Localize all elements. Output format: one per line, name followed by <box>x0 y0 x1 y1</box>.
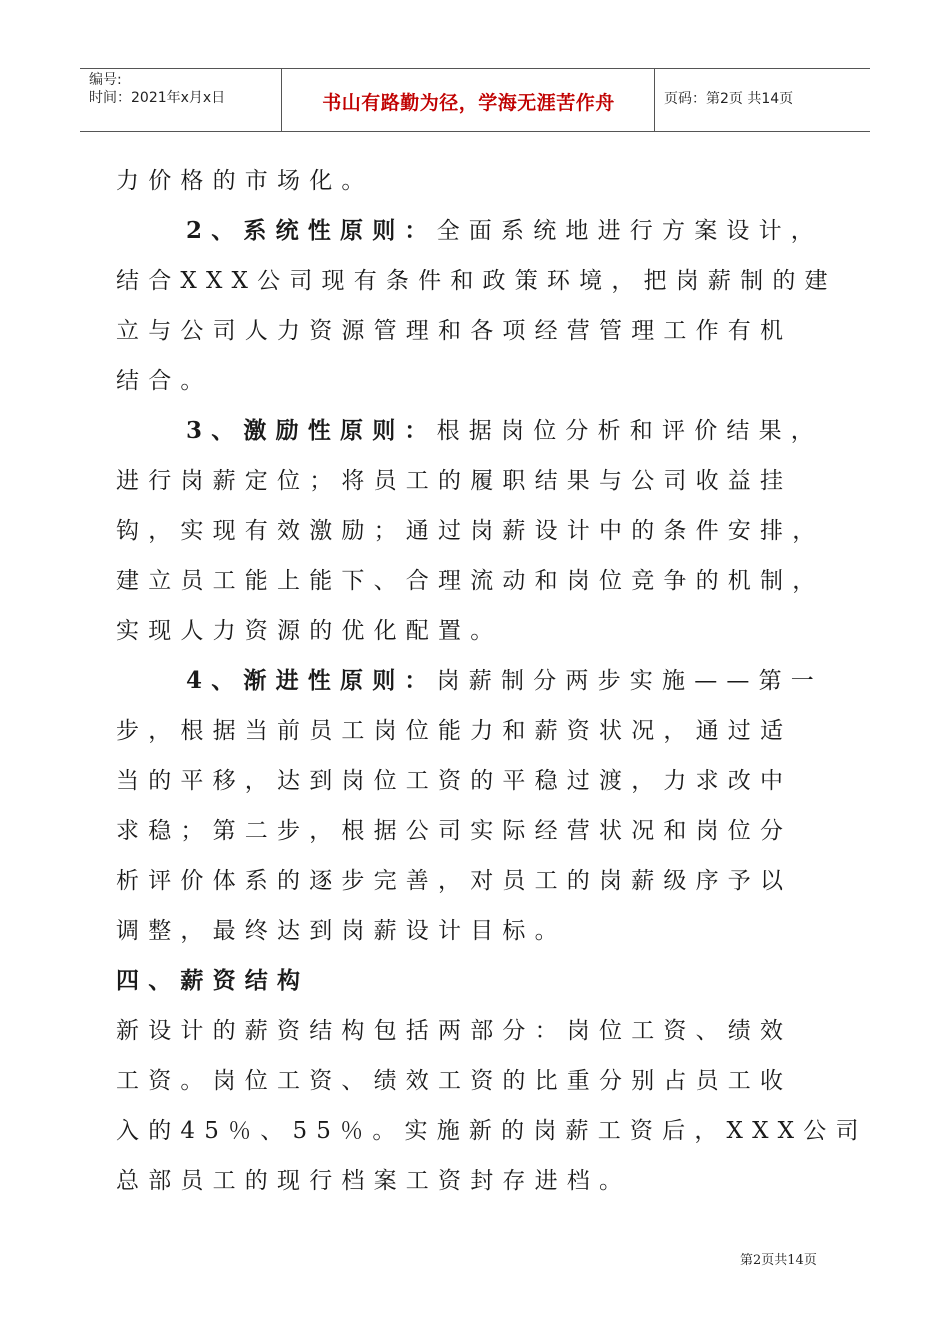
principle-heading: 4、渐进性原则： <box>186 667 437 694</box>
body-text: 全面系统地进行方案设计， <box>436 218 824 244</box>
body-line: 求稳；第二步，根据公司实际经营状况和岗位分 <box>116 818 793 844</box>
document-number-label: 编号: <box>89 72 122 88</box>
header-page-cell <box>655 69 870 131</box>
footer-page-number: 第2页共14页 <box>740 1253 817 1268</box>
body-line: 入的45％、55％。实施新的岗薪工资后，XXX公司 <box>116 1118 868 1144</box>
body-line: 新设计的薪资结构包括两部分：岗位工资、绩效 <box>116 1018 793 1044</box>
header-table <box>80 68 870 132</box>
body-text: 岗薪制分两步实施——第一 <box>436 668 824 694</box>
body-line <box>186 416 823 446</box>
body-text: 根据岗位分析和评价结果， <box>436 418 824 444</box>
document-time-label: 时间：2021年x月x日 <box>89 90 226 106</box>
header-motto-cell <box>282 69 655 131</box>
body-line: 总部员工的现行档案工资封存进档。 <box>116 1168 632 1194</box>
header-motto: 书山有路勤为径，学海无涯苦作舟 <box>322 92 615 114</box>
body-line: 钩，实现有效激励；通过岗薪设计中的条件安排， <box>116 518 825 544</box>
principle-heading: 3、激励性原则： <box>186 417 437 444</box>
header-page-number: 页码：第2页 共14页 <box>664 91 794 107</box>
body-line: 调整，最终达到岗薪设计目标。 <box>116 918 567 944</box>
body-line: 实现人力资源的优化配置。 <box>116 618 503 644</box>
body-line: 力价格的市场化。 <box>116 168 374 194</box>
body-line: 步，根据当前员工岗位能力和薪资状况，通过适 <box>116 718 793 744</box>
body-line: 工资。岗位工资、绩效工资的比重分别占员工收 <box>116 1068 793 1094</box>
body-line: 结合。 <box>116 368 213 394</box>
body-line <box>186 666 823 696</box>
body-line: 当的平移，达到岗位工资的平稳过渡，力求改中 <box>116 768 793 794</box>
principle-heading: 2、系统性原则： <box>186 217 437 244</box>
body-line: 结合XXX公司现有条件和政策环境，把岗薪制的建 <box>116 268 837 294</box>
header-meta-cell <box>80 69 282 131</box>
body-line: 建立员工能上能下、合理流动和岗位竞争的机制， <box>116 568 825 594</box>
body-line: 进行岗薪定位；将员工的履职结果与公司收益挂 <box>116 468 793 494</box>
body-line: 立与公司人力资源管理和各项经营管理工作有机 <box>116 318 793 344</box>
body-line: 析评价体系的逐步完善，对员工的岗薪级序予以 <box>116 868 793 894</box>
body-line <box>186 216 823 246</box>
section-heading: 四、薪资结构 <box>116 967 310 994</box>
